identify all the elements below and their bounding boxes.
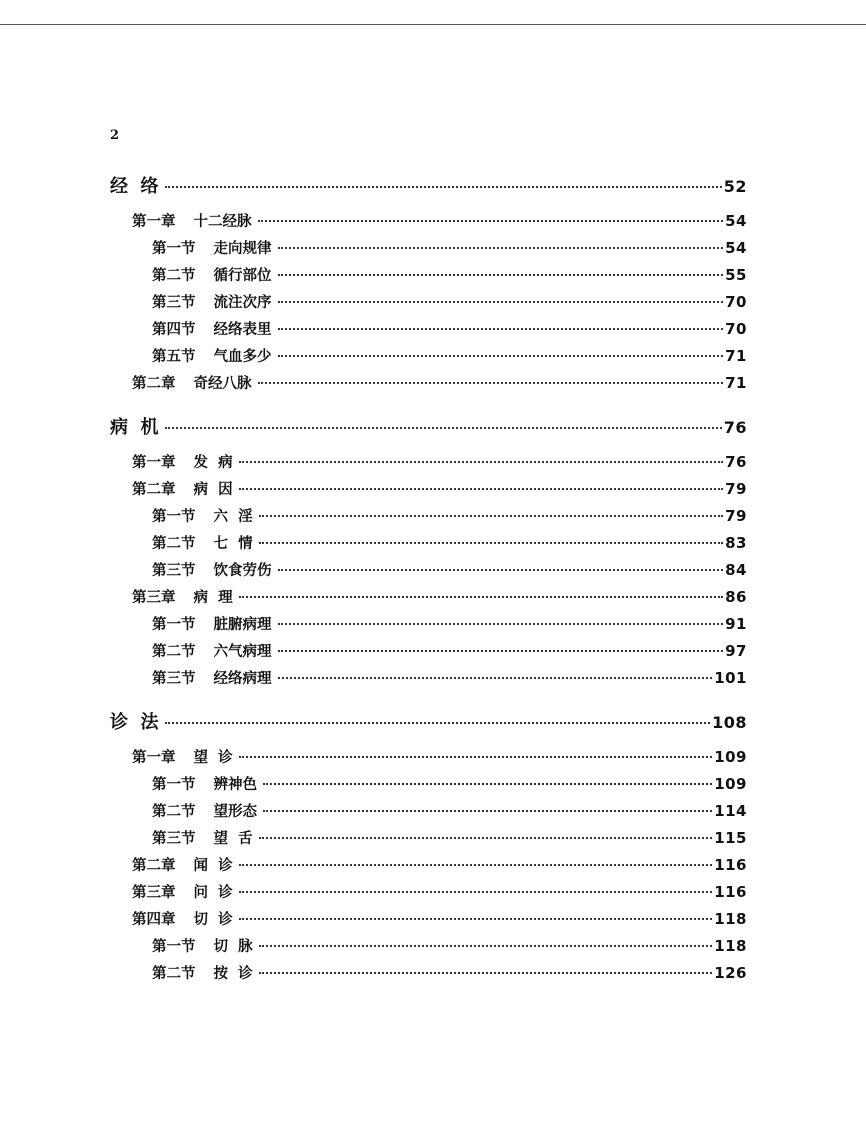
node-title: 辨神色 (213, 776, 257, 793)
top-rule (0, 24, 866, 25)
part-label (110, 706, 163, 740)
node-number: 第一节 (152, 938, 196, 955)
part-label (110, 411, 163, 445)
node-label (152, 771, 261, 798)
node-page: 97 (725, 642, 747, 660)
chapter-label (132, 476, 237, 503)
dot-leader (165, 722, 711, 724)
node-title: 饮食劳伤 (213, 562, 272, 579)
part-label (110, 170, 163, 204)
chapter-page: 71 (725, 374, 747, 392)
node-number: 第一节 (152, 240, 196, 257)
dot-leader (259, 972, 713, 974)
toc-section-entry (110, 638, 747, 665)
toc-chapter-entry (110, 476, 747, 503)
dot-leader (278, 355, 724, 357)
node-page: 79 (725, 507, 747, 525)
dot-leader (259, 837, 713, 839)
dot-leader (263, 810, 712, 812)
node-number: 第二节 (152, 643, 196, 660)
toc-chapter-entry (110, 584, 747, 611)
dot-leader (165, 427, 722, 429)
chapter-page: 86 (725, 588, 747, 606)
chapter-label (132, 852, 237, 879)
node-label (152, 289, 276, 316)
chapter-page: 116 (714, 856, 747, 874)
chapter-number: 第一章 (132, 454, 176, 471)
chapter-number: 第三章 (132, 884, 176, 901)
part-title: 经 络 (110, 176, 159, 197)
node-page: 126 (714, 964, 747, 982)
toc-chapter-entry (110, 852, 747, 879)
toc-section-entry (110, 343, 747, 370)
toc-chapter-entry (110, 744, 747, 771)
table-of-contents (110, 170, 747, 1001)
chapter-label (132, 449, 237, 476)
node-title: 切 脉 (213, 938, 253, 955)
chapter-number: 第二章 (132, 857, 176, 874)
node-label (152, 933, 257, 960)
toc-section-entry (110, 798, 747, 825)
node-label (152, 530, 257, 557)
chapter-title: 十二经脉 (193, 213, 252, 230)
node-page: 118 (714, 937, 747, 955)
node-label (152, 503, 257, 530)
node-title: 六 淫 (213, 508, 253, 525)
node-label (152, 316, 276, 343)
node-number: 第二节 (152, 803, 196, 820)
part-page: 108 (712, 713, 747, 732)
dot-leader (278, 247, 724, 249)
chapter-label (132, 879, 237, 906)
node-page: 114 (714, 802, 747, 820)
toc-section-entry (110, 503, 747, 530)
toc-section-entry (110, 235, 747, 262)
node-page: 115 (714, 829, 747, 847)
dot-leader (278, 623, 724, 625)
chapter-page: 116 (714, 883, 747, 901)
node-number: 第二节 (152, 267, 196, 284)
toc-part (110, 170, 747, 397)
node-title: 望形态 (213, 803, 257, 820)
chapter-page: 76 (725, 453, 747, 471)
node-page: 70 (725, 320, 747, 338)
chapter-title: 闻 诊 (193, 857, 233, 874)
node-page: 71 (725, 347, 747, 365)
dot-leader (239, 918, 713, 920)
node-title: 走向规律 (213, 240, 272, 257)
chapter-title: 奇经八脉 (193, 375, 252, 392)
node-label (152, 611, 276, 638)
toc-part (110, 411, 747, 692)
chapter-number: 第二章 (132, 375, 176, 392)
toc-part-heading (110, 411, 747, 445)
chapter-number: 第一章 (132, 213, 176, 230)
chapter-label (132, 906, 237, 933)
dot-leader (278, 328, 724, 330)
toc-chapter-entry (110, 879, 747, 906)
node-page: 109 (714, 775, 747, 793)
chapter-title: 病 因 (193, 481, 233, 498)
node-number: 第一节 (152, 508, 196, 525)
page-number: 2 (110, 128, 120, 143)
chapter-number: 第四章 (132, 911, 176, 928)
toc-section-entry (110, 825, 747, 852)
node-label (152, 638, 276, 665)
dot-leader (239, 461, 724, 463)
dot-leader (278, 677, 713, 679)
chapter-title: 切 诊 (193, 911, 233, 928)
node-number: 第四节 (152, 321, 196, 338)
toc-chapter-entry (110, 449, 747, 476)
chapter-number: 第一章 (132, 749, 176, 766)
dot-leader (278, 301, 724, 303)
node-label (152, 235, 276, 262)
toc-section-entry (110, 665, 747, 692)
chapter-number: 第二章 (132, 481, 176, 498)
node-number: 第五节 (152, 348, 196, 365)
dot-leader (278, 650, 724, 652)
toc-section-entry (110, 933, 747, 960)
toc-part (110, 706, 747, 987)
part-title: 诊 法 (110, 712, 159, 733)
node-title: 经络病理 (213, 670, 272, 687)
node-title: 经络表里 (213, 321, 272, 338)
dot-leader (259, 945, 713, 947)
dot-leader (239, 596, 724, 598)
node-title: 气血多少 (213, 348, 272, 365)
node-number: 第一节 (152, 616, 196, 633)
node-page: 101 (714, 669, 747, 687)
dot-leader (165, 186, 722, 188)
toc-section-entry (110, 289, 747, 316)
dot-leader (239, 488, 724, 490)
node-title: 望 舌 (213, 830, 253, 847)
node-number: 第三节 (152, 562, 196, 579)
node-page: 91 (725, 615, 747, 633)
chapter-number: 第三章 (132, 589, 176, 606)
chapter-title: 问 诊 (193, 884, 233, 901)
chapter-title: 望 诊 (193, 749, 233, 766)
part-page: 76 (723, 418, 747, 437)
dot-leader (263, 783, 712, 785)
chapter-label (132, 370, 256, 397)
toc-section-entry (110, 262, 747, 289)
node-label (152, 557, 276, 584)
chapter-page: 118 (714, 910, 747, 928)
node-title: 脏腑病理 (213, 616, 272, 633)
chapter-label (132, 744, 237, 771)
dot-leader (239, 891, 713, 893)
dot-leader (278, 569, 724, 571)
node-title: 六气病理 (213, 643, 272, 660)
toc-section-entry (110, 530, 747, 557)
chapter-title: 病 理 (193, 589, 233, 606)
toc-section-entry (110, 771, 747, 798)
node-number: 第三节 (152, 670, 196, 687)
chapter-page: 109 (714, 748, 747, 766)
node-page: 84 (725, 561, 747, 579)
node-number: 第三节 (152, 830, 196, 847)
dot-leader (259, 542, 724, 544)
toc-section-entry (110, 557, 747, 584)
node-number: 第二节 (152, 965, 196, 982)
node-page: 70 (725, 293, 747, 311)
node-label (152, 343, 276, 370)
chapter-page: 79 (725, 480, 747, 498)
toc-section-entry (110, 960, 747, 987)
node-title: 按 诊 (213, 965, 253, 982)
node-number: 第三节 (152, 294, 196, 311)
part-title: 病 机 (110, 417, 159, 438)
chapter-label (132, 208, 256, 235)
toc-chapter-entry (110, 906, 747, 933)
toc-section-entry (110, 316, 747, 343)
node-page: 55 (725, 266, 747, 284)
dot-leader (278, 274, 724, 276)
node-label (152, 262, 276, 289)
node-page: 83 (725, 534, 747, 552)
node-label (152, 798, 261, 825)
chapter-page: 54 (725, 212, 747, 230)
node-label (152, 825, 257, 852)
dot-leader (239, 864, 713, 866)
node-title: 流注次序 (213, 294, 272, 311)
node-label (152, 665, 276, 692)
node-page: 54 (725, 239, 747, 257)
toc-chapter-entry (110, 208, 747, 235)
toc-part-heading (110, 706, 747, 740)
dot-leader (259, 515, 724, 517)
node-title: 七 情 (213, 535, 253, 552)
toc-part-heading (110, 170, 747, 204)
chapter-title: 发 病 (193, 454, 233, 471)
dot-leader (258, 382, 724, 384)
chapter-label (132, 584, 237, 611)
part-page: 52 (723, 177, 747, 196)
node-label (152, 960, 257, 987)
dot-leader (258, 220, 724, 222)
node-number: 第二节 (152, 535, 196, 552)
node-title: 循行部位 (213, 267, 272, 284)
toc-section-entry (110, 611, 747, 638)
node-number: 第一节 (152, 776, 196, 793)
dot-leader (239, 756, 713, 758)
toc-chapter-entry (110, 370, 747, 397)
